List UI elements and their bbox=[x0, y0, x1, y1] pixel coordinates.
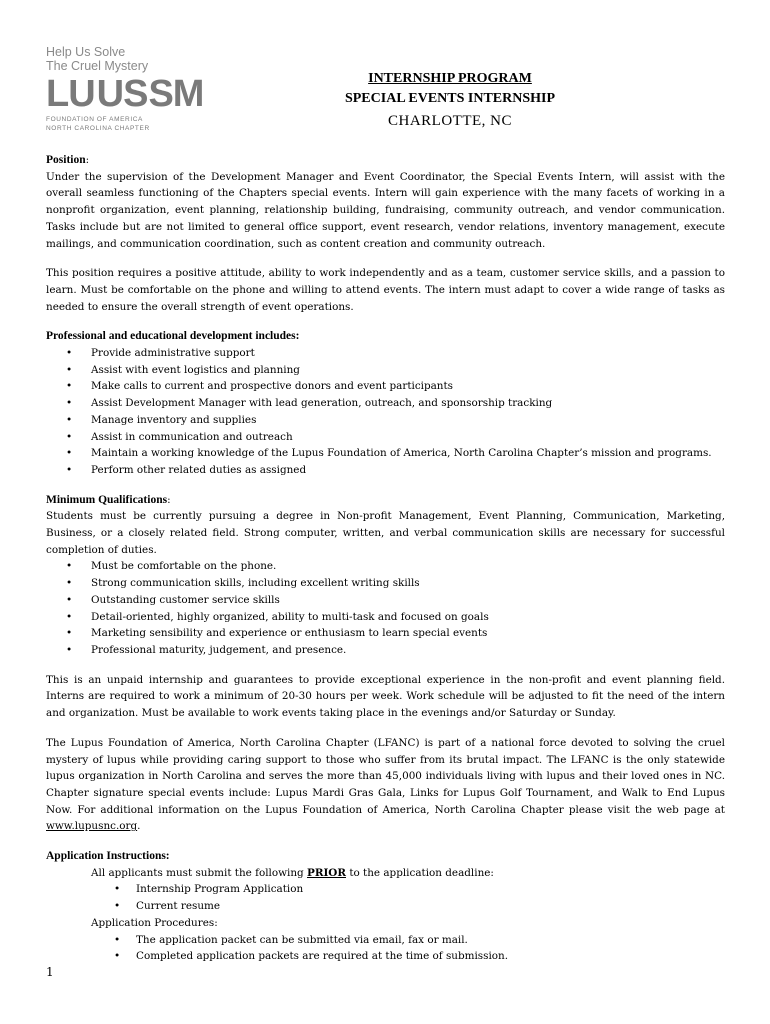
list-item: • Maintain a working knowledge of the Lupus Foundation of America, North Carolina Chapter’s mission and programs. bbox=[46, 445, 725, 462]
position-description: Under the supervision of the Development Manager and Event Coordinator, the Special Events Intern, will assist with the overall seamless functioning of the Chapters special events. Intern will gain experience with the many facets of working in a nonprofit organization, event planning, relationship building, fundraising, community outreach, and vendor communication. Tasks include but are not limited to general office support, event research, vendor relations, inventory management, execute mailings, and communication coordination, such as content creation and community outreach. bbox=[46, 170, 725, 250]
website-link[interactable]: www.lupusnc.org bbox=[46, 820, 138, 833]
logo-subtitle-1: FOUNDATION OF AMERICA bbox=[46, 116, 143, 123]
logo-subtitle-2: NORTH CAROLINA CHAPTER bbox=[46, 125, 150, 132]
list-item: • The application packet can be submitted via email, fax or mail. bbox=[46, 932, 725, 949]
list-item: • Assist with event logistics and planning bbox=[46, 362, 725, 379]
application-intro bbox=[46, 865, 725, 882]
list-item: • Current resume bbox=[46, 898, 725, 915]
qualifications-intro: Students must be currently pursuing a degree in Non-profit Management, Event Planning, Communication, Marketing, Business, or a closely related field. Strong computer, written, and verbal communication skills are necessary for successful completion of duties. bbox=[46, 510, 725, 556]
procedures-list bbox=[46, 932, 725, 965]
document-body bbox=[46, 152, 725, 965]
application-intro-before: All applicants must submit the following bbox=[91, 866, 304, 879]
position-heading: Position bbox=[46, 154, 86, 166]
qualifications-heading-line: Minimum Qualifications: bbox=[46, 493, 171, 506]
application-intro-emphasis: PRIOR bbox=[307, 866, 346, 879]
logo-tagline-2: The Cruel Mystery bbox=[46, 59, 149, 73]
list-item: • Assist in communication and outreach bbox=[46, 429, 725, 446]
development-list bbox=[46, 345, 725, 479]
document-subtitle: SPECIAL EVENTS INTERNSHIP bbox=[344, 91, 556, 106]
list-item: • Make calls to current and prospective donors and event participants bbox=[46, 378, 725, 395]
page-number: 1 bbox=[46, 965, 54, 979]
list-item: • Professional maturity, judgement, and presence. bbox=[46, 642, 725, 659]
list-item: • Internship Program Application bbox=[46, 881, 725, 898]
about-end: . bbox=[137, 820, 141, 833]
list-item: • Detail-oriented, highly organized, ability to multi-task and focused on goals bbox=[46, 609, 725, 626]
document-title: INTERNSHIP PROGRAM bbox=[368, 71, 532, 86]
logo-tagline-1: Help Us Solve bbox=[46, 45, 126, 59]
position-heading-line: Position: bbox=[46, 154, 90, 166]
application-intro-after: to the application deadline: bbox=[349, 866, 494, 879]
list-item: • Perform other related duties as assigned bbox=[46, 462, 725, 479]
application-heading-line bbox=[46, 848, 725, 865]
about-paragraph bbox=[46, 735, 725, 835]
list-item: • Manage inventory and supplies bbox=[46, 412, 725, 429]
qualifications-list bbox=[46, 558, 725, 658]
application-heading: Application Instructions: bbox=[46, 850, 170, 863]
about-text: The Lupus Foundation of America, North Carolina Chapter (LFANC) is part of a national force devoted to solving the cruel mystery of lupus while providing caring support to those who suffer from its brutal impact. The LFANC is the only statewide lupus organization in North Carolina and serves the more than 45,000 individuals living with lupus and their loved ones in NC. Chapter signature special events include: Lupus Mardi Gras Gala, Links for Lupus Golf Tournament, and Walk to End Lupus Now. For additional information on the Lupus Foundation of America, North Carolina Chapter please visit the web page at bbox=[46, 736, 725, 816]
list-item: • Must be comfortable on the phone. bbox=[46, 558, 725, 575]
procedures-label: Application Procedures: bbox=[91, 916, 218, 929]
list-item: • Provide administrative support bbox=[46, 345, 725, 362]
development-heading: Professional and educational development includes: bbox=[46, 330, 300, 343]
list-item: • Assist Development Manager with lead generation, outreach, and sponsorship tracking bbox=[46, 395, 725, 412]
list-item: • Outstanding customer service skills bbox=[46, 592, 725, 609]
position-requirements: This position requires a positive attitude, ability to work independently and as a team, customer service skills, and a passion to learn. Must be comfortable on the phone and willing to attend events. The intern must adapt to cover a wide range of tasks as needed to ensure the overall strength of event operations. bbox=[46, 267, 725, 313]
document-header bbox=[250, 70, 650, 132]
list-item: • Marketing sensibility and experience or enthusiasm to learn special events bbox=[46, 625, 725, 642]
list-item: • Completed application packets are required at the time of submission. bbox=[46, 948, 725, 965]
organization-logo bbox=[46, 45, 204, 133]
application-items-list bbox=[46, 881, 725, 914]
qualifications-heading: Minimum Qualifications bbox=[46, 493, 168, 506]
wordmark-left: LU bbox=[46, 73, 95, 115]
document-location: CHARLOTTE, NC bbox=[388, 113, 512, 129]
wordmark-right: US bbox=[96, 73, 148, 115]
list-item: • Strong communication skills, including excellent writing skills bbox=[46, 575, 725, 592]
trademark-mark: SM bbox=[148, 73, 204, 115]
unpaid-notice: This is an unpaid internship and guarantees to provide exceptional experience in the non-profit and event planning field. Interns are required to work a minimum of 20-30 hours per week. Work schedule will be adjusted to fit the need of the intern and organization. Must be available to work events taking place in the evenings and/or Saturday or Sunday. bbox=[46, 673, 725, 720]
logo-wordmark bbox=[46, 73, 204, 115]
development-heading-line bbox=[46, 328, 725, 345]
